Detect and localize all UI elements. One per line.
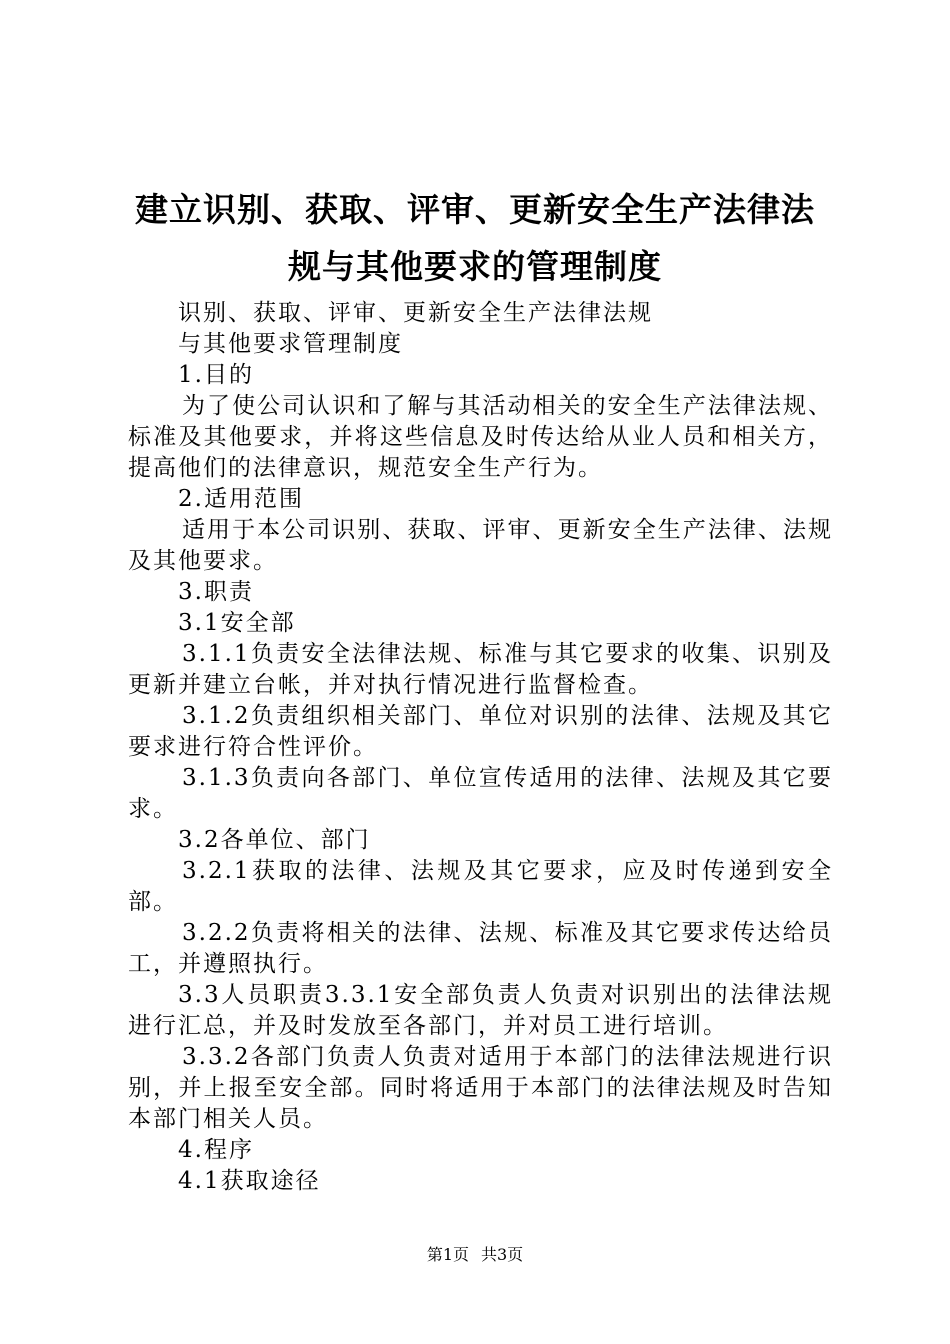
- paragraph-purpose: 为了使公司认识和了解与其活动相关的安全生产法律法规、标准及其他要求，并将这些信息及时传达给从业人员和相关方，提高他们的法律意识，规范安全生产行为。: [128, 393, 833, 481]
- section-heading-purpose: 1.目的: [178, 362, 254, 388]
- section-heading-duties: 3.职责: [178, 579, 254, 605]
- subsection-heading-channels: 4.1获取途径: [178, 1168, 321, 1194]
- paragraph-3-2-2: 3.2.2负责将相关的法律、法规、标准及其它要求传达给员工，并遵照执行。: [128, 920, 833, 977]
- paragraph-subtitle-2: 与其他要求管理制度: [178, 331, 403, 357]
- section-heading-scope: 2.适用范围: [178, 486, 304, 512]
- paragraph-3-1-1: 3.1.1负责安全法律法规、标准与其它要求的收集、识别及更新并建立台帐，并对执行情况进行监督检查。: [128, 641, 833, 698]
- paragraph-scope: 适用于本公司识别、获取、评审、更新安全生产法律、法规及其他要求。: [128, 517, 833, 574]
- paragraph-subtitle-1: 识别、获取、评审、更新安全生产法律法规: [178, 300, 653, 326]
- paragraph-3-1-3: 3.1.3负责向各部门、单位宣传适用的法律、法规及其它要求。: [128, 765, 833, 822]
- document-title-line-2: 规与其他要求的管理制度: [288, 247, 662, 286]
- subsection-heading-safety-dept: 3.1安全部: [178, 610, 296, 636]
- subsection-heading-units: 3.2各单位、部门: [178, 827, 371, 853]
- section-heading-procedure: 4.程序: [178, 1137, 254, 1163]
- paragraph-3-3: 3.3人员职责3.3.1安全部负责人负责对识别出的法律法规进行汇总，并及时发放至各部门，并对员工进行培训。: [128, 982, 833, 1039]
- document-body: [128, 298, 833, 1197]
- paragraph-3-3-2: 3.3.2各部门负责人负责对适用于本部门的法律法规进行识别，并上报至安全部。同时将适用于本部门的法律法规及时告知本部门相关人员。: [128, 1044, 833, 1132]
- paragraph-3-1-2: 3.1.2负责组织相关部门、单位对识别的法律、法规及其它要求进行符合性评价。: [128, 703, 833, 760]
- page-number-current: 第1页: [426, 1245, 469, 1264]
- page-number-total: 共3页: [481, 1245, 524, 1264]
- paragraph-3-2-1: 3.2.1获取的法律、法规及其它要求，应及时传递到安全部。: [128, 858, 833, 915]
- document-title-line-1: 建立识别、获取、评审、更新安全生产法律法: [135, 190, 815, 229]
- page-footer: [0, 1245, 950, 1265]
